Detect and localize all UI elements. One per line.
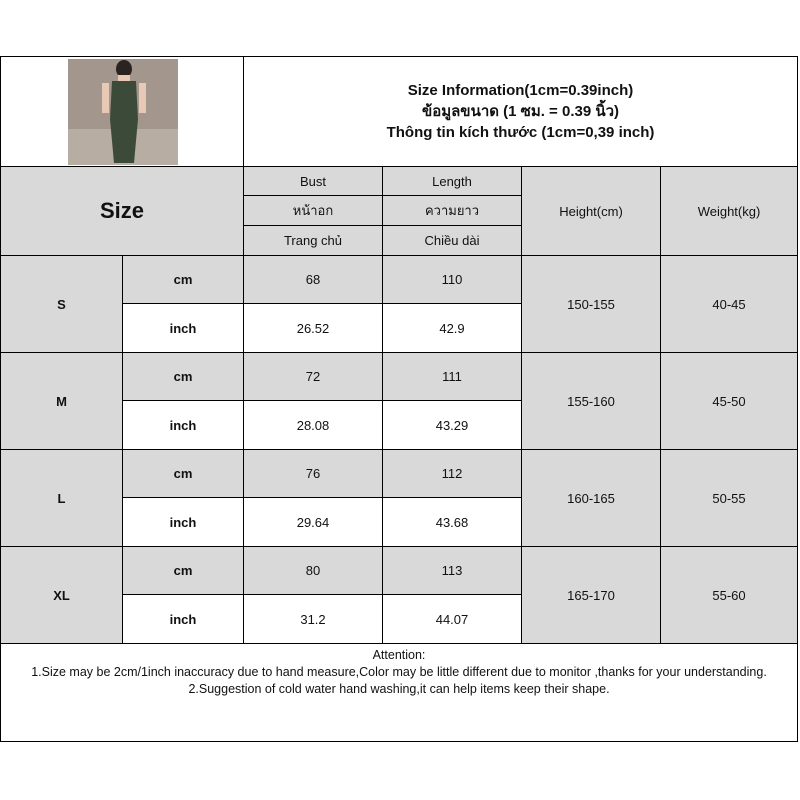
unit-inch: inch — [123, 304, 244, 353]
attention-heading: Attention: — [372, 648, 426, 662]
weight-value: 55-60 — [661, 547, 798, 644]
bust-cm-value: 68 — [244, 256, 383, 304]
bust-inch-value: 29.64 — [244, 498, 383, 547]
length-cm-value: 110 — [383, 256, 522, 304]
bust-cm-value: 80 — [244, 547, 383, 595]
weight-value: 45-50 — [661, 353, 798, 450]
unit-cm: cm — [123, 547, 244, 595]
product-photo — [68, 59, 178, 165]
attention-line-1: 1.Size may be 2cm/1inch inaccuracy due to hand measure,Color may be little different due to monitor ,thanks for your understanding. — [31, 665, 767, 679]
height-value: 165-170 — [522, 547, 661, 644]
attention-line-2: 2.Suggestion of cold water hand washing,it can help items keep their shape. — [188, 682, 610, 696]
bust-cm-value: 76 — [244, 450, 383, 498]
size-chart — [0, 56, 798, 742]
length-inch-value: 43.29 — [383, 401, 522, 450]
height-value: 155-160 — [522, 353, 661, 450]
height-value: 160-165 — [522, 450, 661, 547]
size-label: XL — [1, 547, 123, 644]
bust-header-vi: Trang chủ — [244, 226, 383, 256]
length-cm-value: 112 — [383, 450, 522, 498]
title-line-vietnamese: Thông tin kích thước (1cm=0,39 inch) — [386, 124, 655, 141]
title-line-english: Size Information(1cm=0.39inch) — [407, 82, 634, 99]
unit-cm: cm — [123, 353, 244, 401]
attention-note — [1, 645, 797, 743]
length-inch-value: 43.68 — [383, 498, 522, 547]
height-value: 150-155 — [522, 256, 661, 353]
length-cm-value: 113 — [383, 547, 522, 595]
weight-value: 50-55 — [661, 450, 798, 547]
length-header-vi: Chiều dài — [383, 226, 522, 256]
length-cm-value: 111 — [383, 353, 522, 401]
length-inch-value: 44.07 — [383, 595, 522, 644]
length-header-en: Length — [383, 167, 522, 196]
weight-header: Weight(kg) — [661, 167, 798, 256]
unit-inch: inch — [123, 401, 244, 450]
size-header: Size — [1, 167, 244, 256]
chart-title — [244, 57, 798, 167]
height-header: Height(cm) — [522, 167, 661, 256]
bust-header-en: Bust — [244, 167, 383, 196]
length-header-th: ความยาว — [383, 196, 522, 226]
unit-cm: cm — [123, 450, 244, 498]
unit-inch: inch — [123, 595, 244, 644]
unit-cm: cm — [123, 256, 244, 304]
bust-inch-value: 26.52 — [244, 304, 383, 353]
size-label: L — [1, 450, 123, 547]
title-line-thai: ข้อมูลขนาด (1 ซม. = 0.39 นิ้ว) — [421, 103, 620, 120]
bust-cm-value: 72 — [244, 353, 383, 401]
size-label: S — [1, 256, 123, 353]
unit-inch: inch — [123, 498, 244, 547]
bust-inch-value: 28.08 — [244, 401, 383, 450]
size-label: M — [1, 353, 123, 450]
length-inch-value: 42.9 — [383, 304, 522, 353]
weight-value: 40-45 — [661, 256, 798, 353]
bust-header-th: หน้าอก — [244, 196, 383, 226]
bust-inch-value: 31.2 — [244, 595, 383, 644]
